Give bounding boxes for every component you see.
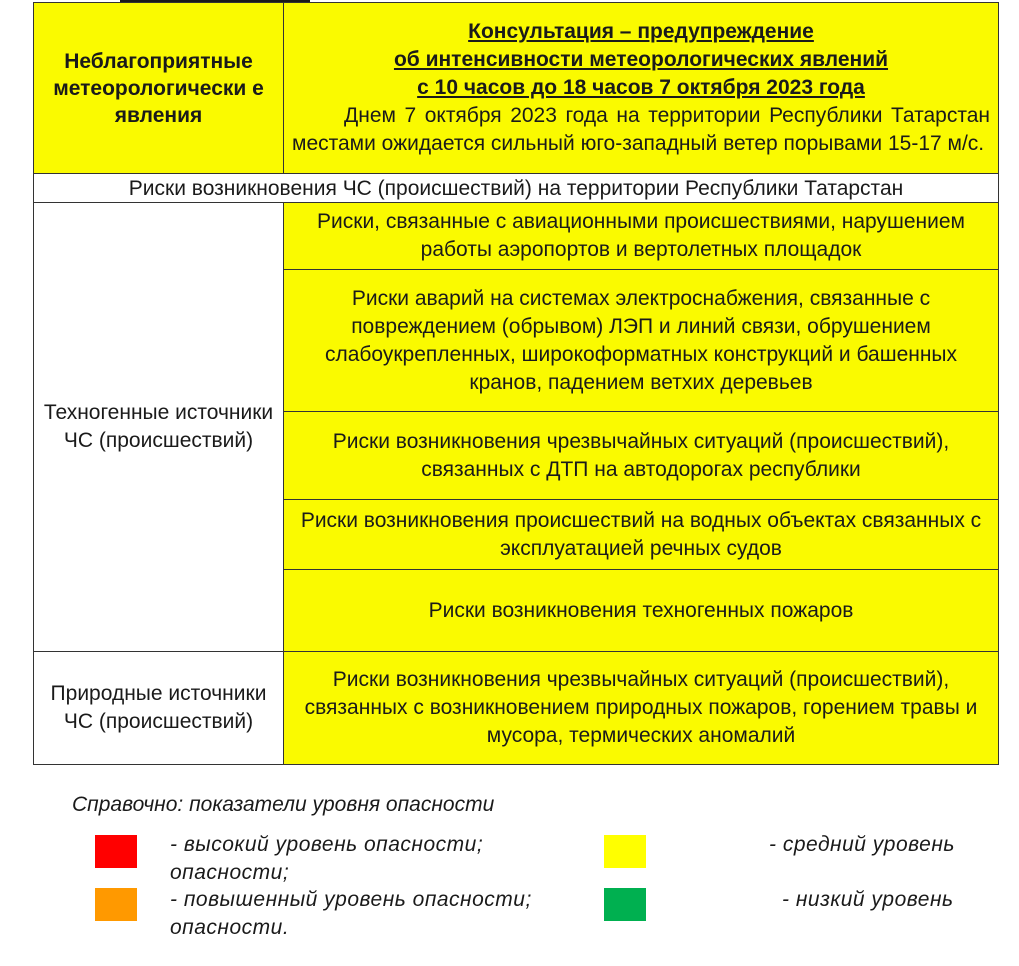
- risk-natural-fires: Риски возникновения чрезвычайных ситуаций (происшествий), связанных с возникновением природных пожаров, горением травы и мусора, термических аномалий: [284, 652, 999, 765]
- warning-title-line1: Консультация – предупреждение: [468, 20, 814, 43]
- natural-sources-label: Природные источники ЧС (происшествий): [34, 652, 284, 765]
- legend-elevated-text: - повышенный уровень опасности;: [170, 888, 532, 911]
- warning-table: [33, 2, 999, 765]
- legend-elevated-continued: опасности.: [170, 916, 290, 939]
- risk-road-accidents: Риски возникновения чрезвычайных ситуаций (происшествий), связанных с ДТП на автодорогах республики: [284, 412, 999, 500]
- warning-title-line3: с 10 часов до 18 часов 7 октября 2023 года: [417, 76, 865, 99]
- risk-water-objects: Риски возникновения происшествий на водных объектах связанных с эксплуатацией речных судов: [284, 500, 999, 570]
- warning-body: Днем 7 октября 2023 года на территории Республики Татарстан местами ожидается сильный юго-западный ветер порывами 15-17 м/с.: [292, 104, 990, 155]
- legend-swatch-high: [95, 835, 137, 868]
- legend-medium-text: - средний уровень: [769, 833, 955, 856]
- risk-aviation: Риски, связанные с авиационными происшествиями, нарушением работы аэропортов и вертолетных площадок: [284, 203, 999, 270]
- legend-swatch-medium: [604, 835, 646, 868]
- legend-low-text: - низкий уровень: [782, 888, 954, 911]
- risk-technogenic-fires: Риски возникновения техногенных пожаров: [284, 570, 999, 652]
- legend-swatch-elevated: [95, 888, 137, 921]
- legend-title: Справочно: показатели уровня опасности: [72, 793, 495, 816]
- legend-high-text: - высокий уровень опасности;: [170, 833, 484, 856]
- header-right-cell: [284, 3, 999, 174]
- legend-high-continued: опасности;: [170, 861, 290, 884]
- legend-swatch-low: [604, 888, 646, 921]
- risks-title: Риски возникновения ЧС (происшествий) на территории Республики Татарстан: [34, 174, 999, 203]
- risk-power-systems: Риски аварий на системах электроснабжения, связанные с повреждением (обрывом) ЛЭП и линий связи, обрушением слабоукрепленных, широкоформатных конструкций и башенных кранов, падением ветхих деревьев: [284, 270, 999, 412]
- technogenic-sources-label: Техногенные источники ЧС (происшествий): [34, 203, 284, 652]
- header-left-cell: [34, 3, 284, 174]
- header-left-label: Неблагоприятные метеорологически е явления: [53, 49, 264, 127]
- warning-title-line2: об интенсивности метеорологических явлений: [393, 48, 889, 71]
